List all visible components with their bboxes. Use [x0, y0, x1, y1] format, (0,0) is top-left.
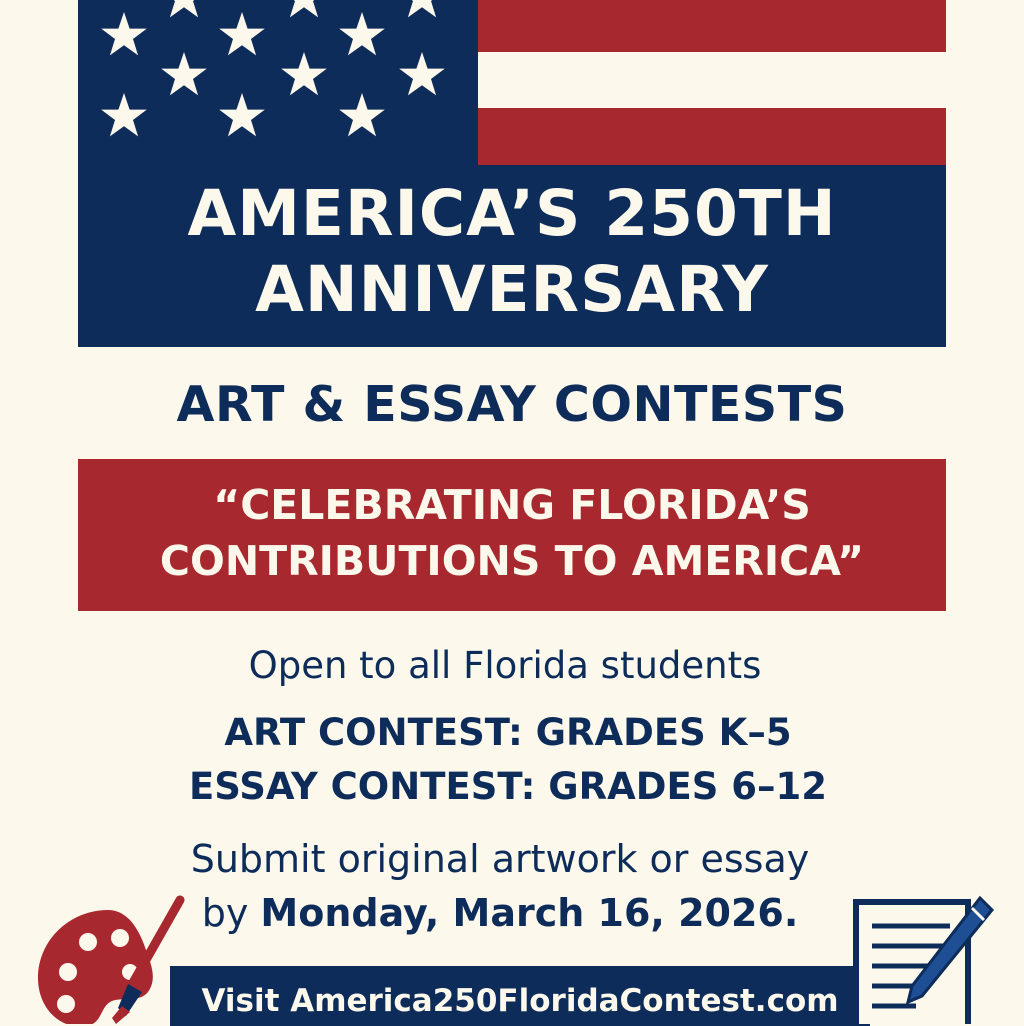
grade-levels: [0, 706, 1016, 814]
star-icon: [339, 12, 385, 55]
theme-banner: [78, 459, 946, 611]
theme-line-1: “CELEBRATING FLORIDA’S: [213, 481, 811, 529]
star-icon: [101, 12, 147, 55]
art-contest-grades: ART CONTEST: GRADES K–5: [224, 711, 792, 754]
star-icon: [281, 52, 327, 95]
title-line-2: ANNIVERSARY: [255, 253, 769, 326]
star-icon: [219, 12, 265, 55]
paint-palette-icon: [30, 880, 200, 1024]
american-flag: [78, 0, 946, 347]
website-banner: [170, 966, 870, 1026]
star-icon: [161, 0, 207, 17]
website-link[interactable]: Visit America250FloridaContest.com: [201, 983, 839, 1019]
essay-paper-pen-icon: [846, 892, 996, 1024]
flag-stripe-red: [478, 108, 946, 165]
theme-line-2: CONTRIBUTIONS TO AMERICA”: [159, 537, 865, 585]
title-line-1: AMERICA’S 250TH: [187, 177, 837, 250]
star-icon: [399, 0, 445, 17]
star-icon: [399, 52, 445, 95]
flag-stripe-red: [478, 0, 946, 52]
poster-title: [78, 176, 946, 328]
submit-by-text: by: [201, 891, 261, 935]
contest-subtitle: ART & ESSAY CONTESTS: [176, 376, 848, 433]
star-icon: [281, 0, 327, 17]
theme-quote: [78, 477, 946, 589]
star-icon: [219, 93, 265, 136]
flag-stars: [78, 0, 478, 165]
flag-stripe-white: [478, 52, 946, 108]
deadline-date: Monday, March 16, 2026.: [260, 891, 799, 935]
star-icon: [339, 93, 385, 136]
eligibility-text: Open to all Florida students: [248, 644, 762, 687]
star-icon: [161, 52, 207, 95]
essay-contest-grades: ESSAY CONTEST: GRADES 6–12: [188, 765, 828, 808]
star-icon: [101, 93, 147, 136]
submit-line-1: Submit original artwork or essay: [190, 837, 810, 881]
